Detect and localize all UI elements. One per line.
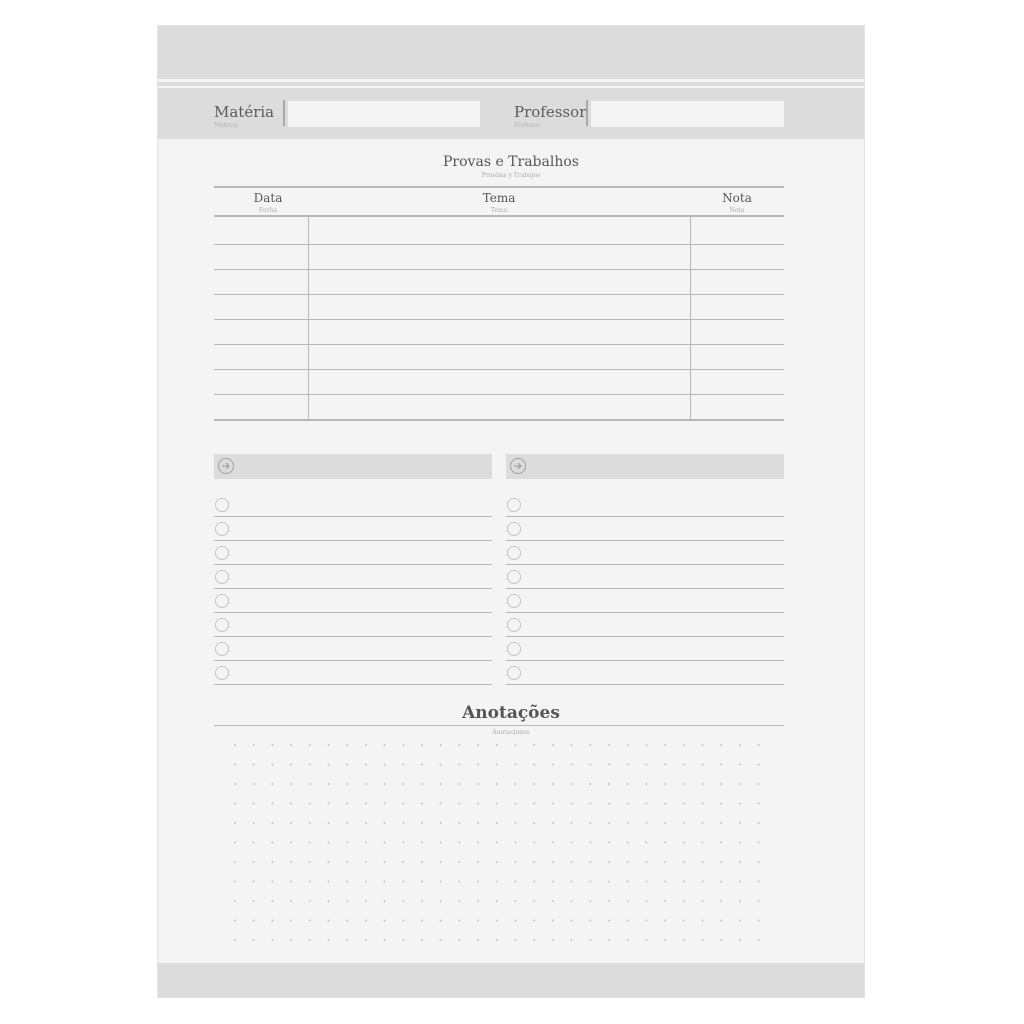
col-divider-1 — [308, 217, 309, 419]
checkbox-circle-icon[interactable] — [215, 570, 229, 584]
list-item[interactable] — [506, 493, 784, 517]
table-row[interactable] — [214, 319, 784, 320]
checkbox-circle-icon[interactable] — [215, 666, 229, 680]
materia-separator — [283, 100, 285, 126]
list-item[interactable] — [506, 589, 784, 613]
checkbox-circle-icon[interactable] — [507, 522, 521, 536]
professor-input[interactable] — [591, 101, 784, 127]
list-rule — [506, 684, 784, 685]
exams-title: Provas e Trabalhos — [443, 154, 579, 170]
header-divider-thin — [158, 86, 864, 88]
col-head-tema: Tema — [482, 191, 516, 205]
list-item[interactable] — [506, 637, 784, 661]
list-item[interactable] — [214, 565, 492, 589]
arrow-right-circle-icon — [510, 458, 526, 474]
table-row[interactable] — [214, 344, 784, 345]
list-item[interactable] — [214, 637, 492, 661]
list-item[interactable] — [214, 661, 492, 685]
list-item[interactable] — [214, 613, 492, 637]
notes-dot-grid[interactable] — [233, 743, 773, 958]
checkbox-circle-icon[interactable] — [215, 546, 229, 560]
col-sub-tema: Tema — [490, 207, 508, 214]
list-item[interactable] — [506, 565, 784, 589]
arrow-right-circle-icon — [218, 458, 234, 474]
checkbox-circle-icon[interactable] — [507, 498, 521, 512]
list-item[interactable] — [214, 493, 492, 517]
list-item[interactable] — [506, 517, 784, 541]
checkbox-circle-icon[interactable] — [507, 666, 521, 680]
materia-sublabel: Materia — [214, 122, 239, 129]
table-row[interactable] — [214, 394, 784, 395]
table-bottom-rule — [214, 419, 784, 421]
table-top-rule — [214, 186, 784, 188]
col-head-data: Data — [253, 191, 283, 205]
checklist-header[interactable] — [214, 454, 492, 479]
notes-rule — [214, 725, 784, 726]
professor-separator — [586, 100, 588, 126]
materia-label: Matéria — [214, 103, 275, 121]
footer-band — [158, 963, 864, 997]
exams-subtitle: Pruebas y Trabajos — [481, 172, 541, 179]
checkbox-circle-icon[interactable] — [507, 642, 521, 656]
checkbox-circle-icon[interactable] — [507, 570, 521, 584]
checkbox-circle-icon[interactable] — [215, 522, 229, 536]
col-sub-nota: Nota — [729, 207, 745, 214]
list-item[interactable] — [214, 589, 492, 613]
materia-input[interactable] — [288, 101, 480, 127]
notes-subtitle: Anotaciones — [492, 729, 530, 736]
checkbox-circle-icon[interactable] — [507, 618, 521, 632]
col-sub-data: Fecha — [258, 207, 278, 214]
planner-sheet — [158, 26, 864, 997]
header-band — [158, 26, 864, 139]
checkbox-circle-icon[interactable] — [215, 594, 229, 608]
table-header-rule — [214, 215, 784, 217]
checkbox-circle-icon[interactable] — [507, 594, 521, 608]
list-item[interactable] — [506, 661, 784, 685]
checkbox-circle-icon[interactable] — [215, 618, 229, 632]
col-divider-2 — [690, 217, 691, 419]
list-item[interactable] — [214, 517, 492, 541]
list-rule — [214, 684, 492, 685]
table-row[interactable] — [214, 369, 784, 370]
notes-title: Anotações — [462, 703, 560, 723]
col-head-nota: Nota — [722, 191, 752, 205]
list-item[interactable] — [214, 541, 492, 565]
checkbox-circle-icon[interactable] — [507, 546, 521, 560]
table-row[interactable] — [214, 269, 784, 270]
professor-sublabel: Profesor — [514, 122, 540, 129]
table-row[interactable] — [214, 244, 784, 245]
table-row[interactable] — [214, 294, 784, 295]
checkbox-circle-icon[interactable] — [215, 498, 229, 512]
professor-label: Professor — [514, 103, 587, 121]
header-divider — [158, 79, 864, 82]
list-item[interactable] — [506, 613, 784, 637]
checkbox-circle-icon[interactable] — [215, 642, 229, 656]
checklist-header[interactable] — [506, 454, 784, 479]
list-item[interactable] — [506, 541, 784, 565]
